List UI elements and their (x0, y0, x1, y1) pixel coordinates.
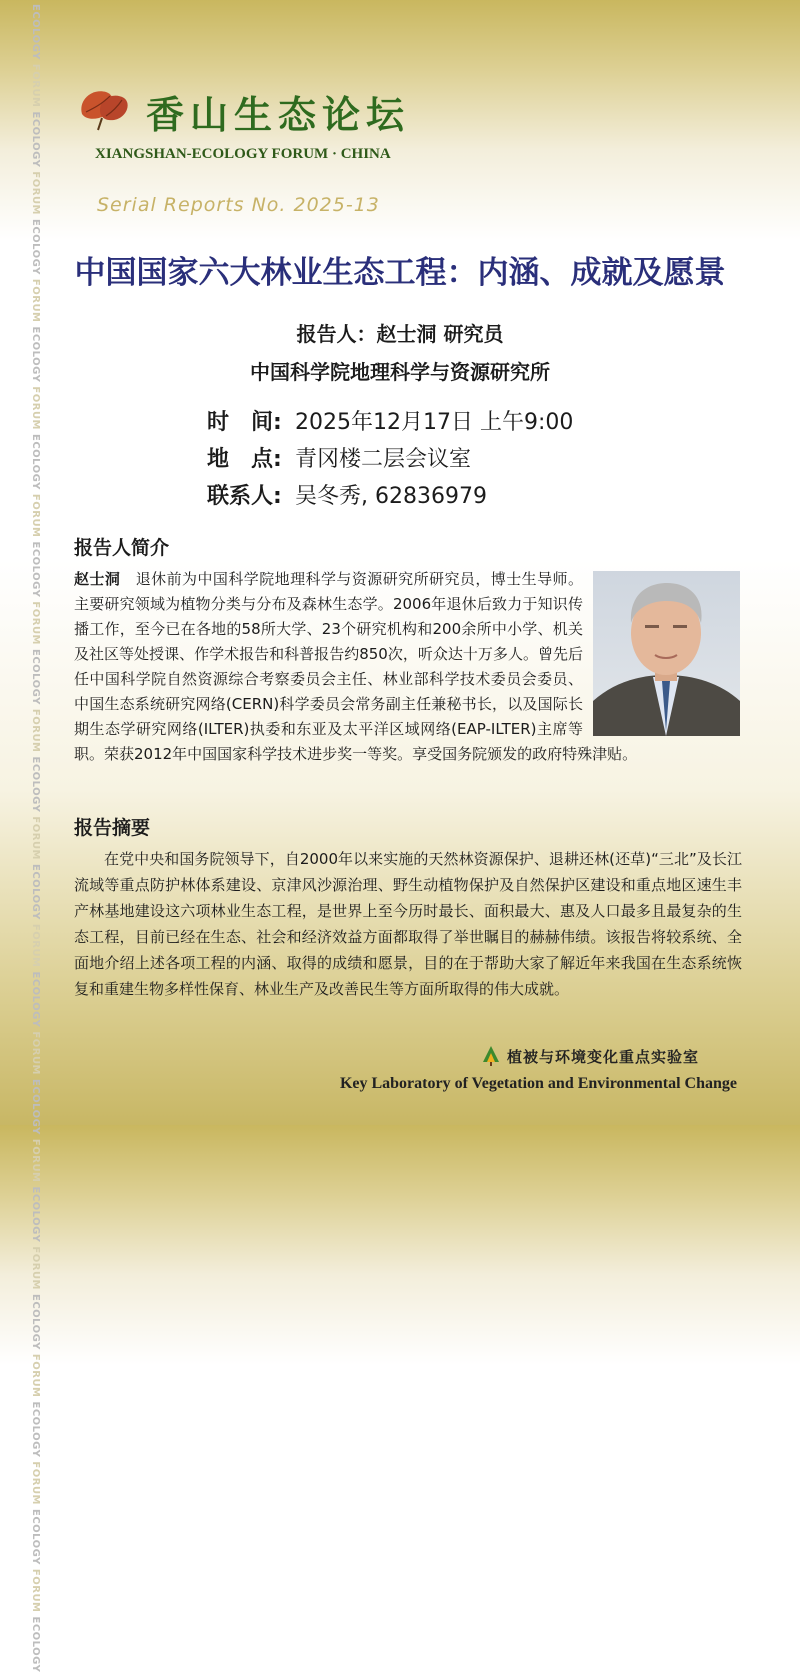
leaf-logo-icon (76, 86, 132, 132)
time-label: 时 间: (207, 410, 282, 435)
time-value: 2025年12月17日 上午9:00 (295, 410, 574, 435)
place-row (207, 442, 471, 473)
abstract-paragraph: 在党中央和国务院领导下，自2000年以来实施的天然林资源保护、退耕还林(还草)“三北”及长江流域等重点防护林体系建设、京津风沙源治理、野生动植物保护及自然保护区建设和重点地区速生丰产林基地建设这六项林业生态工程，是世界上至今历时最长、面积最大、惠及人口最多且最复杂的生态工程，目前已经在生态、社会和经济效益方面都取得了举世瞩目的赫赫伟绩。该报告将较系统、全面地介绍上述各项工程的内涵、取得的成绩和愿景，目的在于帮助大家了解近年来我国在生态系统恢复和重建生物多样性保育、林业生产及改善民生等方面所取得的伟大成就。 (74, 850, 742, 998)
speaker-line: 报告人：赵士洞 研究员 (296, 322, 504, 346)
forum-title-cn: 香山生态论坛 (146, 92, 411, 137)
bio-text: 退休前为中国科学院地理科学与资源研究所研究员，博士生导师。主要研究领域为植物分类与分布及森林生态学。2006年退休后致力于知识传播工作，至今已在各地的58所大学、23个研究机构和200余所中小学、机关及社区等处授课、作学术报告和科普报告约850次，听众达十万多人。曾先后任中国科学院自然资源综合考察委员会主任、林业部科学技术委员会委员、中国生态系统研究网络(CERN)科学委员会常务副主任兼秘书长，以及国际长期生态学研究网络(ILTER)执委和东亚及太平洋区域网络(EAP-ILTER)主席等职。荣获2012年中国国家科学技术进步奖一等奖。享受国务院颁发的政府特殊津贴。 (74, 570, 638, 763)
bio-heading: 报告人简介 (74, 537, 170, 559)
speaker-name: 赵士洞 (74, 570, 121, 588)
forum-title-en: XIANGSHAN-ECOLOGY FORUM · CHINA (95, 146, 391, 162)
abstract-heading: 报告摘要 (74, 817, 151, 839)
contact-label: 联系人: (207, 484, 282, 509)
place-label: 地 点: (207, 447, 282, 472)
speaker-photo (593, 571, 740, 736)
speaker-institute: 中国科学院地理科学与资源研究所 (250, 360, 550, 384)
bio-paragraph (74, 567, 740, 767)
lab-name-cn: 植被与环境变化重点实验室 (507, 1048, 700, 1066)
talk-title: 中国国家六大林业生态工程：内涵、成就及愿景 (74, 255, 726, 291)
contact-row (207, 479, 487, 510)
time-row (207, 405, 573, 436)
side-watermark: ECOLOGY FORUM ECOLOGY FORUM ECOLOGY FORUM ECOLOGY FORUM ECOLOGY FORUM ECOLOGY FORUM ECOLOGY FORUM ECOLOGY FORUM ECOLOGY FORUM ECOLOGY FORUM ECOLOGY FORUM ECOLOGY FORUM ECOLOGY FORUM ECOLOGY FORUM ECOLOGY FORUM ECOLOGY (30, 4, 41, 1672)
lab-logo-icon (480, 1042, 502, 1066)
contact-value: 吴冬秀, 62836979 (295, 484, 487, 509)
lab-name-en: Key Laboratory of Vegetation and Environmental Change (339, 1075, 737, 1092)
place-value: 青冈楼二层会议室 (295, 447, 472, 472)
serial-number: Serial Reports No. 2025-13 (97, 194, 380, 216)
